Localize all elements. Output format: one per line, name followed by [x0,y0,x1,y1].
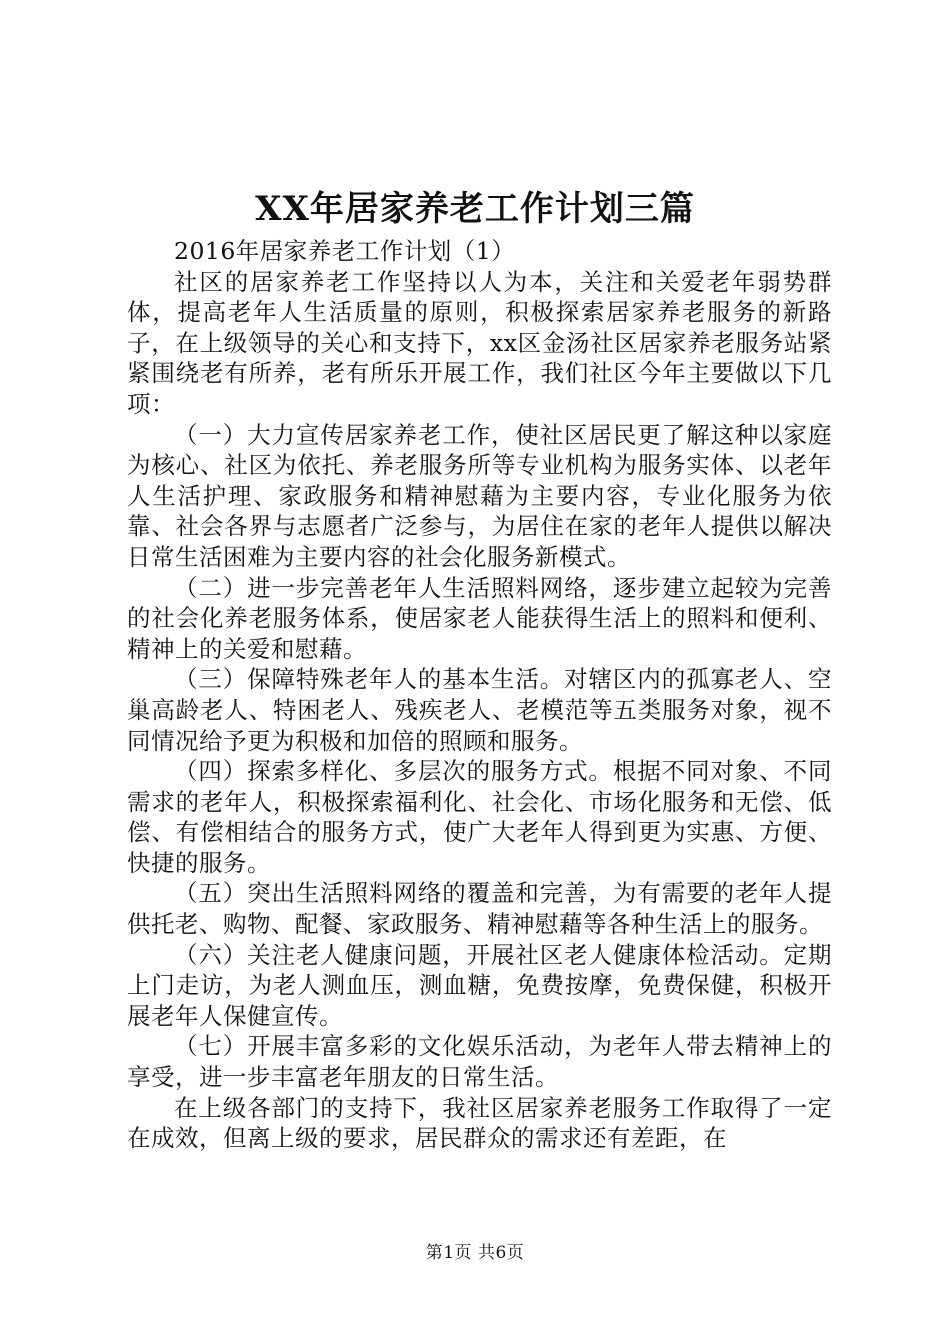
paragraph-item-2: （二）进一步完善老年人生活照料网络，逐步建立起较为完善的社会化养老服务体系，使居家老人能获得生活上的照料和便利、精神上的关爱和慰藉。 [127,573,832,663]
document-body [127,236,832,1154]
paragraph-subtitle: 2016年居家养老工作计划（1） [174,237,516,265]
document-title: XX年居家养老工作计划三篇 [255,189,695,229]
paragraph-item-6: （六）关注老人健康问题，开展社区老人健康体检活动。定期上门走访，为老人测血压，测血糖，免费按摩，免费保健，积极开展老年人保健宣传。 [127,940,832,1030]
paragraph-item-4: （四）探索多样化、多层次的服务方式。根据不同对象、不同需求的老年人，积极探索福利化、社会化、市场化服务和无偿、低偿、有偿相结合的服务方式，使广大老年人得到更为实惠、方便、快捷的服务。 [127,757,832,877]
paragraph-item-1: （一）大力宣传居家养老工作，使社区居民更了解这种以家庭为核心、社区为依托、养老服务所等专业机构为服务实体、以老年人生活护理、家政服务和精神慰藉为主要内容，专业化服务为依靠、社会各界与志愿者广泛参与，为居住在家的老年人提供以解决日常生活困难为主要内容的社会化服务新模式。 [127,420,832,571]
paragraph-item-7: （七）开展丰富多彩的文化娱乐活动，为老年人带去精神上的享受，进一步丰富老年朋友的日常生活。 [127,1032,832,1092]
paragraph-item-3: （三）保障特殊老年人的基本生活。对辖区内的孤寡老人、空巢高龄老人、特困老人、残疾老人、老模范等五类服务对象，视不同情况给予更为积极和加倍的照顾和服务。 [127,665,832,755]
page-number-footer: 第1页 共6页 [425,1243,525,1263]
paragraph-intro: 社区的居家养老工作坚持以人为本，关注和关爱老年弱势群体，提高老年人生活质量的原则，积极探索居家养老服务的新路子，在上级领导的关心和支持下，xx区金汤社区居家养老服务站紧紧围绕老有所养，老有所乐开展工作，我们社区今年主要做以下几项： [127,267,832,418]
paragraph-conclusion: 在上级各部门的支持下，我社区居家养老服务工作取得了一定在成效，但离上级的要求，居民群众的需求还有差距，在 [127,1093,832,1153]
paragraph-item-5: （五）突出生活照料网络的覆盖和完善，为有需要的老年人提供托老、购物、配餐、家政服务、精神慰藉等各种生活上的服务。 [127,879,832,939]
